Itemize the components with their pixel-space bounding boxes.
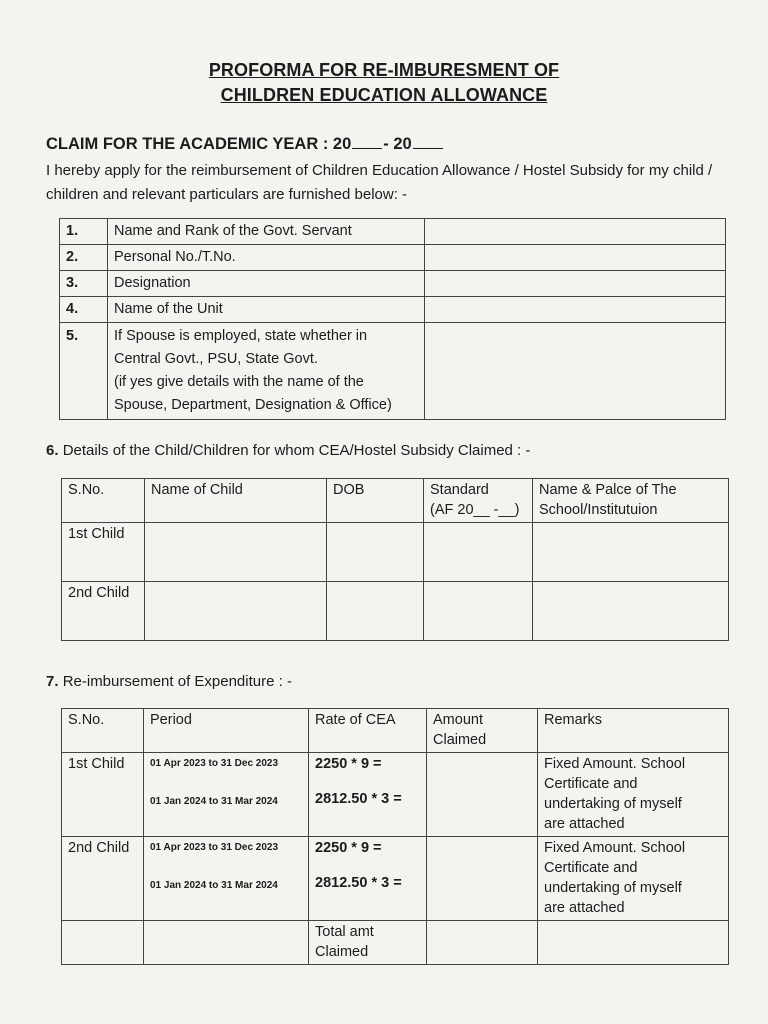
standard-field[interactable] <box>424 523 533 582</box>
table-row <box>60 297 726 323</box>
child-sno: 2nd Child <box>68 840 130 856</box>
col-school <box>533 479 728 522</box>
label-line: If Spouse is employed, state whether in <box>114 328 368 344</box>
table-row <box>60 245 726 271</box>
form-title-line2: CHILDREN EDUCATION ALLOWANCE <box>220 85 548 105</box>
remarks-line: undertaking of myself <box>544 796 682 812</box>
table-row <box>62 523 729 582</box>
name-of-child-field[interactable] <box>145 523 327 582</box>
header-line: School/Institutuion <box>539 502 658 518</box>
remarks-line: Certificate and <box>544 776 638 792</box>
table-row <box>62 582 729 641</box>
total-label <box>309 921 426 964</box>
row-label: Designation <box>114 275 191 291</box>
row-number: 5. <box>66 328 79 344</box>
section-heading-text: Re-imbursement of Expenditure : - <box>62 673 292 690</box>
header-line: Standard <box>430 482 489 498</box>
claim-academic-year <box>46 135 444 154</box>
row-number: 4. <box>66 301 79 317</box>
particulars-table <box>59 218 726 420</box>
total-line: Claimed <box>315 944 369 960</box>
spouse-employment-label <box>108 323 424 419</box>
row-number: 3. <box>66 275 79 291</box>
amount-field[interactable] <box>427 753 538 837</box>
child-details-table <box>61 478 729 641</box>
rate-line: 2812.50 * 3 = <box>315 875 402 891</box>
remarks-line: Fixed Amount. School <box>544 756 686 772</box>
col-period: Period <box>150 712 192 728</box>
row-label: Name of the Unit <box>114 301 223 317</box>
table-header-row <box>62 709 729 753</box>
value-field[interactable] <box>425 297 725 301</box>
table-row <box>60 323 726 420</box>
total-amount-field[interactable] <box>427 921 538 965</box>
rate-line: 2812.50 * 3 = <box>315 791 402 807</box>
row-label: Name and Rank of the Govt. Servant <box>114 223 352 239</box>
empty-cell <box>538 921 729 965</box>
remarks-line: Certificate and <box>544 860 638 876</box>
child-sno: 2nd Child <box>68 585 130 601</box>
header-line: Claimed <box>433 732 487 748</box>
col-sno: S.No. <box>68 482 105 498</box>
school-field[interactable] <box>533 582 729 641</box>
col-dob: DOB <box>333 482 365 498</box>
col-remarks: Remarks <box>544 712 603 728</box>
label-line: Central Govt., PSU, State Govt. <box>114 351 318 367</box>
value-field[interactable] <box>425 219 725 223</box>
year-blank-2[interactable] <box>413 148 443 149</box>
period-line: 01 Apr 2023 to 31 Dec 2023 <box>150 758 279 769</box>
rate-line: 2250 * 9 = <box>315 840 382 856</box>
period-cell <box>144 753 308 813</box>
reimbursement-table <box>61 708 729 965</box>
label-line: (if yes give details with the name of the <box>114 374 364 390</box>
period-line: 01 Jan 2024 to 31 Mar 2024 <box>150 880 278 891</box>
remarks-line: Fixed Amount. School <box>544 840 686 856</box>
col-rate: Rate of CEA <box>315 712 396 728</box>
section-7-heading <box>46 673 292 690</box>
row-number: 2. <box>66 249 79 265</box>
empty-cell <box>144 921 309 965</box>
header-line: (AF 20__ -__) <box>430 502 520 518</box>
col-amount <box>427 709 537 752</box>
value-field[interactable] <box>425 245 725 249</box>
period-line: 01 Apr 2023 to 31 Dec 2023 <box>150 842 279 853</box>
value-field[interactable] <box>425 323 725 327</box>
rate-cell <box>309 837 426 894</box>
remarks-cell <box>538 753 728 836</box>
table-row <box>60 219 726 245</box>
empty-cell <box>62 921 144 965</box>
header-line: Amount <box>433 712 483 728</box>
school-field[interactable] <box>533 523 729 582</box>
rate-cell <box>309 753 426 810</box>
total-line: Total amt <box>315 924 374 940</box>
table-row <box>62 837 729 921</box>
row-number: 1. <box>66 223 79 239</box>
section-number: 6. <box>46 442 59 459</box>
col-sno: S.No. <box>68 712 105 728</box>
claim-label: CLAIM FOR THE ACADEMIC YEAR : 20 <box>46 135 352 153</box>
intro-paragraph: I hereby apply for the reimbursement of Children Education Allowance / Hostel Subsidy for my child / children and relevant particulars are furnished below: - <box>46 162 713 203</box>
row-label: Personal No./T.No. <box>114 249 236 265</box>
table-row <box>62 921 729 965</box>
dob-field[interactable] <box>327 582 424 641</box>
standard-field[interactable] <box>424 582 533 641</box>
label-line: Spouse, Department, Designation & Office) <box>114 397 392 413</box>
col-name-of-child: Name of Child <box>151 482 243 498</box>
child-sno: 1st Child <box>68 756 125 772</box>
child-sno: 1st Child <box>68 526 125 542</box>
year-blank-1[interactable] <box>352 148 382 149</box>
table-header-row <box>62 479 729 523</box>
value-field[interactable] <box>425 271 725 275</box>
header-line: Name & Palce of The <box>539 482 677 498</box>
period-line: 01 Jan 2024 to 31 Mar 2024 <box>150 796 278 807</box>
period-cell <box>144 837 308 897</box>
table-row <box>60 271 726 297</box>
remarks-line: undertaking of myself <box>544 880 682 896</box>
section-6-heading <box>46 442 530 459</box>
remarks-cell <box>538 837 728 920</box>
amount-field[interactable] <box>427 837 538 921</box>
dob-field[interactable] <box>327 523 424 582</box>
section-number: 7. <box>46 673 59 690</box>
name-of-child-field[interactable] <box>145 582 327 641</box>
form-title-line1: PROFORMA FOR RE-IMBURESMENT OF <box>208 60 560 80</box>
remarks-line: are attached <box>544 816 625 832</box>
col-standard <box>424 479 532 522</box>
rate-line: 2250 * 9 = <box>315 756 382 772</box>
table-row <box>62 753 729 837</box>
claim-mid: - 20 <box>383 135 412 153</box>
remarks-line: are attached <box>544 900 625 916</box>
section-heading-text: Details of the Child/Children for whom CEA/Hostel Subsidy Claimed : - <box>62 442 531 459</box>
